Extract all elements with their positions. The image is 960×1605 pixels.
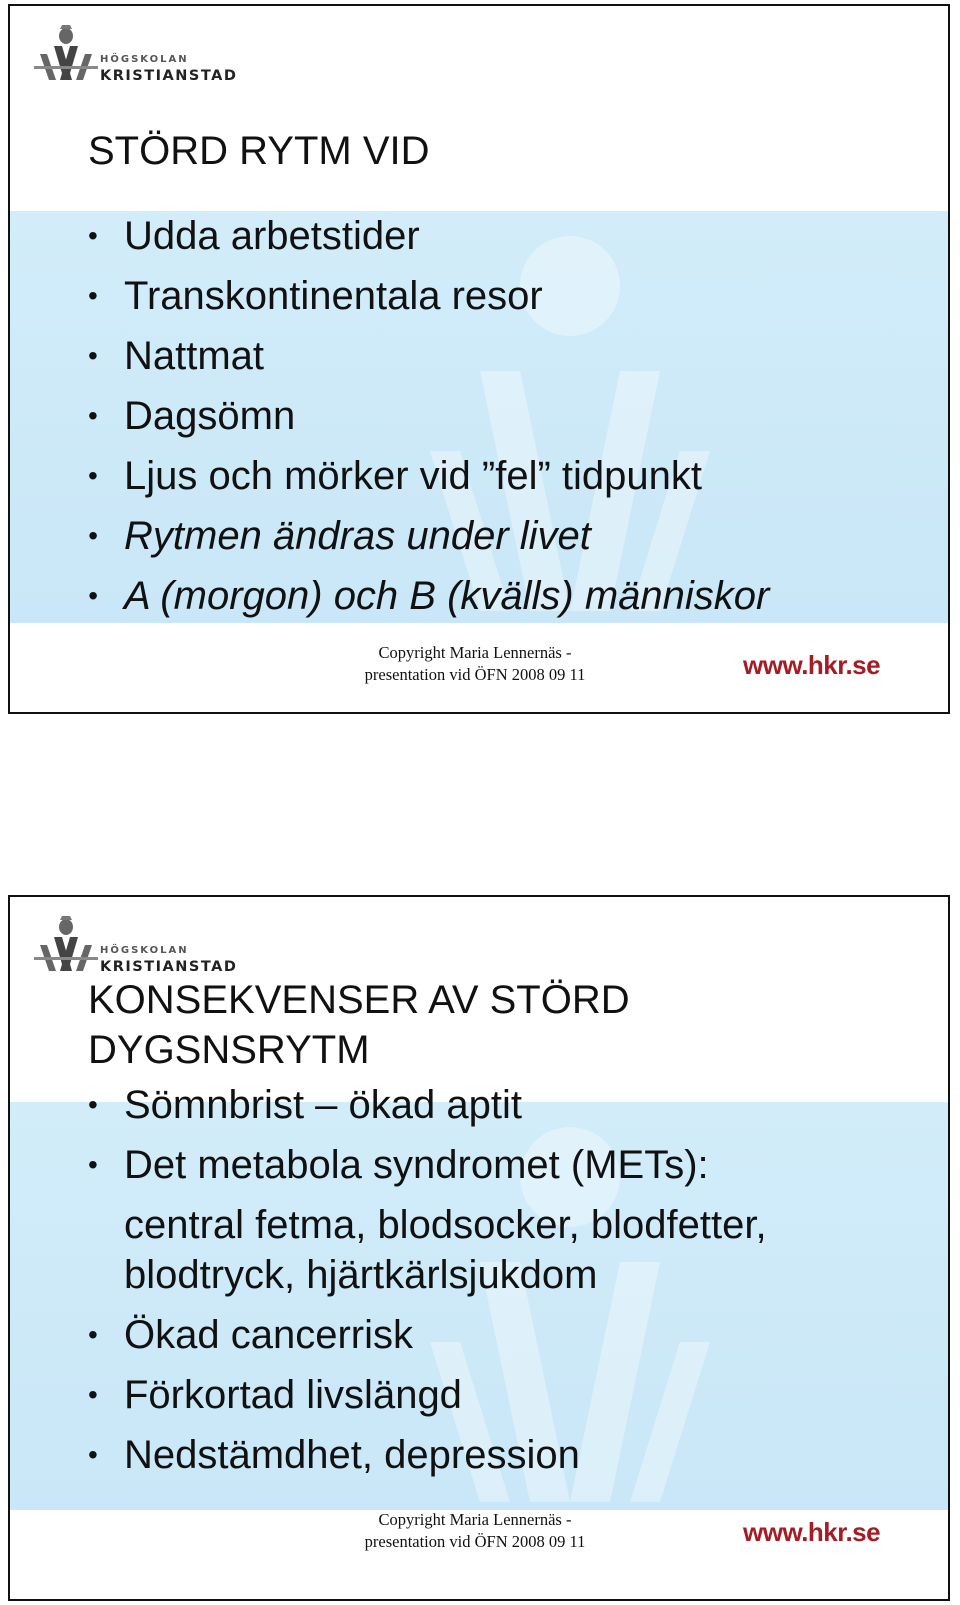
- copyright-text: [340, 1509, 610, 1553]
- logo-line-2: KRISTIANSTAD: [100, 68, 238, 84]
- copyright-line-2: presentation vid ÖFN 2008 09 11: [364, 665, 586, 684]
- list-item: • Dagsömn: [88, 391, 769, 441]
- list-item: • Udda arbetstider: [88, 211, 769, 261]
- slide-title: STÖRD RYTM VID: [88, 129, 430, 173]
- list-item: • Nattmat: [88, 331, 769, 381]
- list-item: • A (morgon) och B (kvälls) människor: [88, 571, 769, 621]
- list-item: • Transkontinentala resor: [88, 271, 769, 321]
- slide-title: [88, 975, 630, 1075]
- logo-line-2: KRISTIANSTAD: [100, 959, 238, 975]
- copyright-line-1: Copyright Maria Lennernäs -: [378, 643, 572, 662]
- list-item: • Förkortad livslängd: [88, 1370, 767, 1420]
- logo-line-1: HÖGSKOLAN: [100, 945, 189, 956]
- university-crest-icon: [32, 24, 98, 82]
- copyright-text: [340, 642, 610, 686]
- copyright-line-1: Copyright Maria Lennernäs -: [378, 1510, 572, 1529]
- list-item: • Sömnbrist – ökad aptit: [88, 1080, 767, 1130]
- title-line-2: DYGSNSRYTM: [88, 1028, 370, 1072]
- website-link[interactable]: www.hkr.se: [743, 1517, 881, 1547]
- slide-1: [8, 4, 950, 714]
- bullet-list: [88, 211, 769, 631]
- logo-line-1: HÖGSKOLAN: [100, 54, 189, 65]
- slide-2: [8, 895, 950, 1601]
- list-item: • Det metabola syndromet (METs):: [88, 1140, 767, 1190]
- list-item: • Nedstämdhet, depression: [88, 1430, 767, 1480]
- website-link[interactable]: www.hkr.se: [743, 650, 881, 680]
- title-line-1: KONSEKVENSER AV STÖRD: [88, 978, 630, 1022]
- list-item-continuation: blodtryck, hjärtkärlsjukdom: [124, 1253, 598, 1297]
- list-item: • Rytmen ändras under livet: [88, 511, 769, 561]
- list-item: • Ökad cancerrisk: [88, 1310, 767, 1360]
- university-crest-icon: [32, 915, 98, 973]
- copyright-line-2: presentation vid ÖFN 2008 09 11: [364, 1532, 586, 1551]
- list-item-continuation: central fetma, blodsocker, blodfetter,: [124, 1203, 767, 1247]
- bullet-list: [88, 1080, 767, 1490]
- list-item: • Ljus och mörker vid ”fel” tidpunkt: [88, 451, 769, 501]
